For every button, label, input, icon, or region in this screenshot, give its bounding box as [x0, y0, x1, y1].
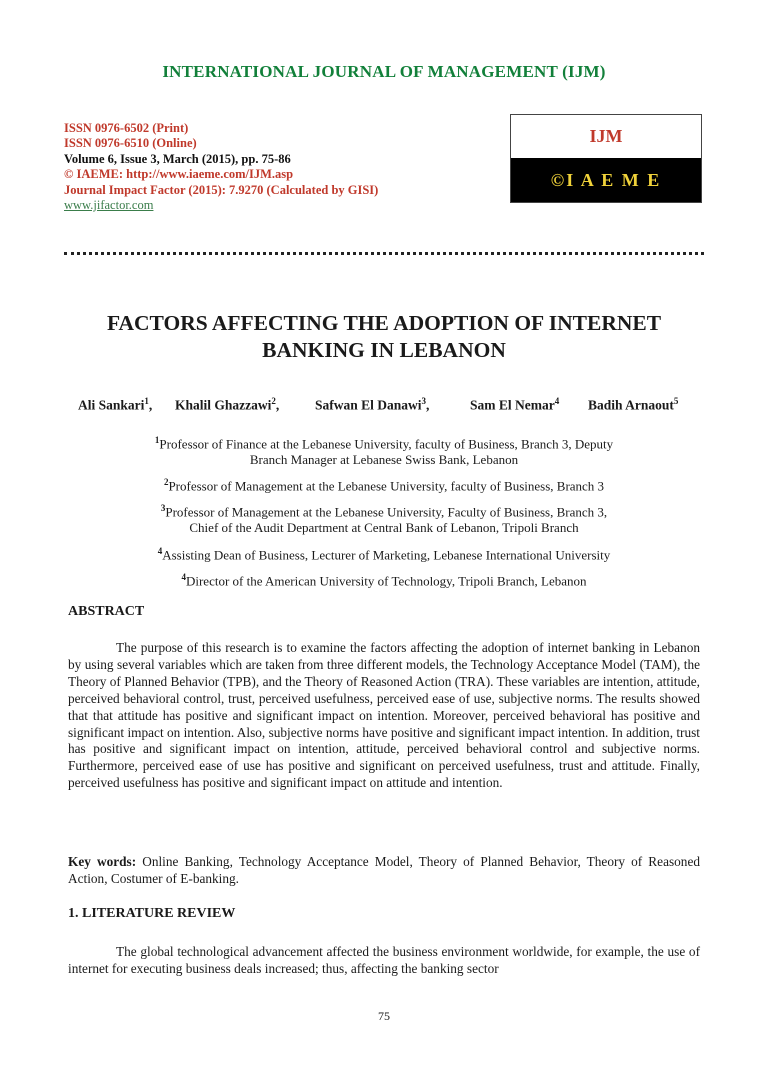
- section-1-heading: 1. LITERATURE REVIEW: [68, 906, 236, 921]
- journal-title: INTERNATIONAL JOURNAL OF MANAGEMENT (IJM): [162, 62, 606, 81]
- paper-title: [40, 310, 728, 364]
- affiliation: $^4$Director of the American University of Technology, Tripoli Branch, Lebanon: [181, 572, 587, 589]
- iaeme-label: ©I A E M E: [511, 158, 701, 202]
- abstract-text: The purpose of this research is to examine the factors affecting the adoption of internet banking in Lebanon by using several variables which are taken from three different models, the Technology Acceptance Model (TAM), the Theory of Planned Behavior (TPB), and the Theory of Reasoned Action (TRA). These variables are intention, attitude, perceived behavioral control, trust, perceived usefulness, perceived ease of use, subjective norms. The results showed that that attitude has positive and significant impact on intention. Moreover, perceived behavioral has positive and significant impact on intention. Also, subjective norms have positive and significant impact intention. In addition, trust has positive and significant impact on intention, attitude, perceived behavioral control and subjective norms. Furthermore, perceived ease of use has positive and significant on perceived usefulness, trust and attitude. Finally, perceived usefulness has positive and significant impact on attitude and intention.: [68, 640, 700, 791]
- issn-print: ISSN 0976-6502 (Print): [64, 121, 189, 135]
- issn-online: ISSN 0976-6510 (Online): [64, 136, 197, 151]
- ijm-label: IJM: [589, 126, 623, 146]
- page-number: 75: [378, 1009, 390, 1023]
- affiliation: $^1$Professor of Finance at the Lebanese University, faculty of Business, Branch 3, Deputy Branch Manager at Lebanese Swiss Bank, Lebanon: [154, 435, 614, 468]
- keywords: [68, 854, 700, 888]
- author: Badih Arnaout$^5$: [588, 396, 679, 413]
- author: Sam El Nemar$^4$: [470, 396, 560, 413]
- author: Ali Sankari$^1$,: [78, 396, 153, 413]
- author: Safwan El Danawi$^3$,: [315, 396, 430, 413]
- affiliation: $^4$Assisting Dean of Business, Lecturer of Marketing, Lebanese International University: [157, 546, 611, 563]
- jifactor-link[interactable]: www.jifactor.com: [64, 198, 154, 213]
- affiliation: $^2$Professor of Management at the Lebanese University, faculty of Business, Branch 3: [163, 477, 605, 494]
- journal-logo-box: [510, 114, 702, 203]
- paper-title-line-2: BANKING IN LEBANON: [262, 338, 506, 362]
- copyright-line: © IAEME: http://www.iaeme.com/IJM.asp: [64, 167, 294, 182]
- keywords-text: Online Banking, Technology Acceptance Model, Theory of Planned Behavior, Theory of Reasoned Action, Costumer of E-banking.: [68, 854, 700, 886]
- section-1-text: The global technological advancement affected the business environment worldwide, for example, the use of internet for executing business deals increased; thus, affecting the banking sector: [68, 944, 700, 976]
- keywords-label: Key words:: [68, 854, 137, 869]
- paper-title-line-1: FACTORS AFFECTING THE ADOPTION OF INTERNET: [106, 311, 662, 335]
- abstract-heading: ABSTRACT: [68, 604, 145, 619]
- impact-factor: Journal Impact Factor (2015): 7.9270 (Calculated by GISI): [64, 182, 379, 197]
- affiliation: $^3$Professor of Management at the Lebanese University, Faculty of Business, Branch 3, Chief of the Audit Department at Central Bank of Lebanon, Tripoli Branch: [160, 503, 608, 536]
- author: Khalil Ghazzawi$^2$,: [175, 396, 280, 413]
- journal-metadata: [64, 121, 378, 213]
- volume-info: Volume 6, Issue 3, March (2015), pp. 75-86: [64, 151, 291, 166]
- dotted-divider: [64, 252, 704, 255]
